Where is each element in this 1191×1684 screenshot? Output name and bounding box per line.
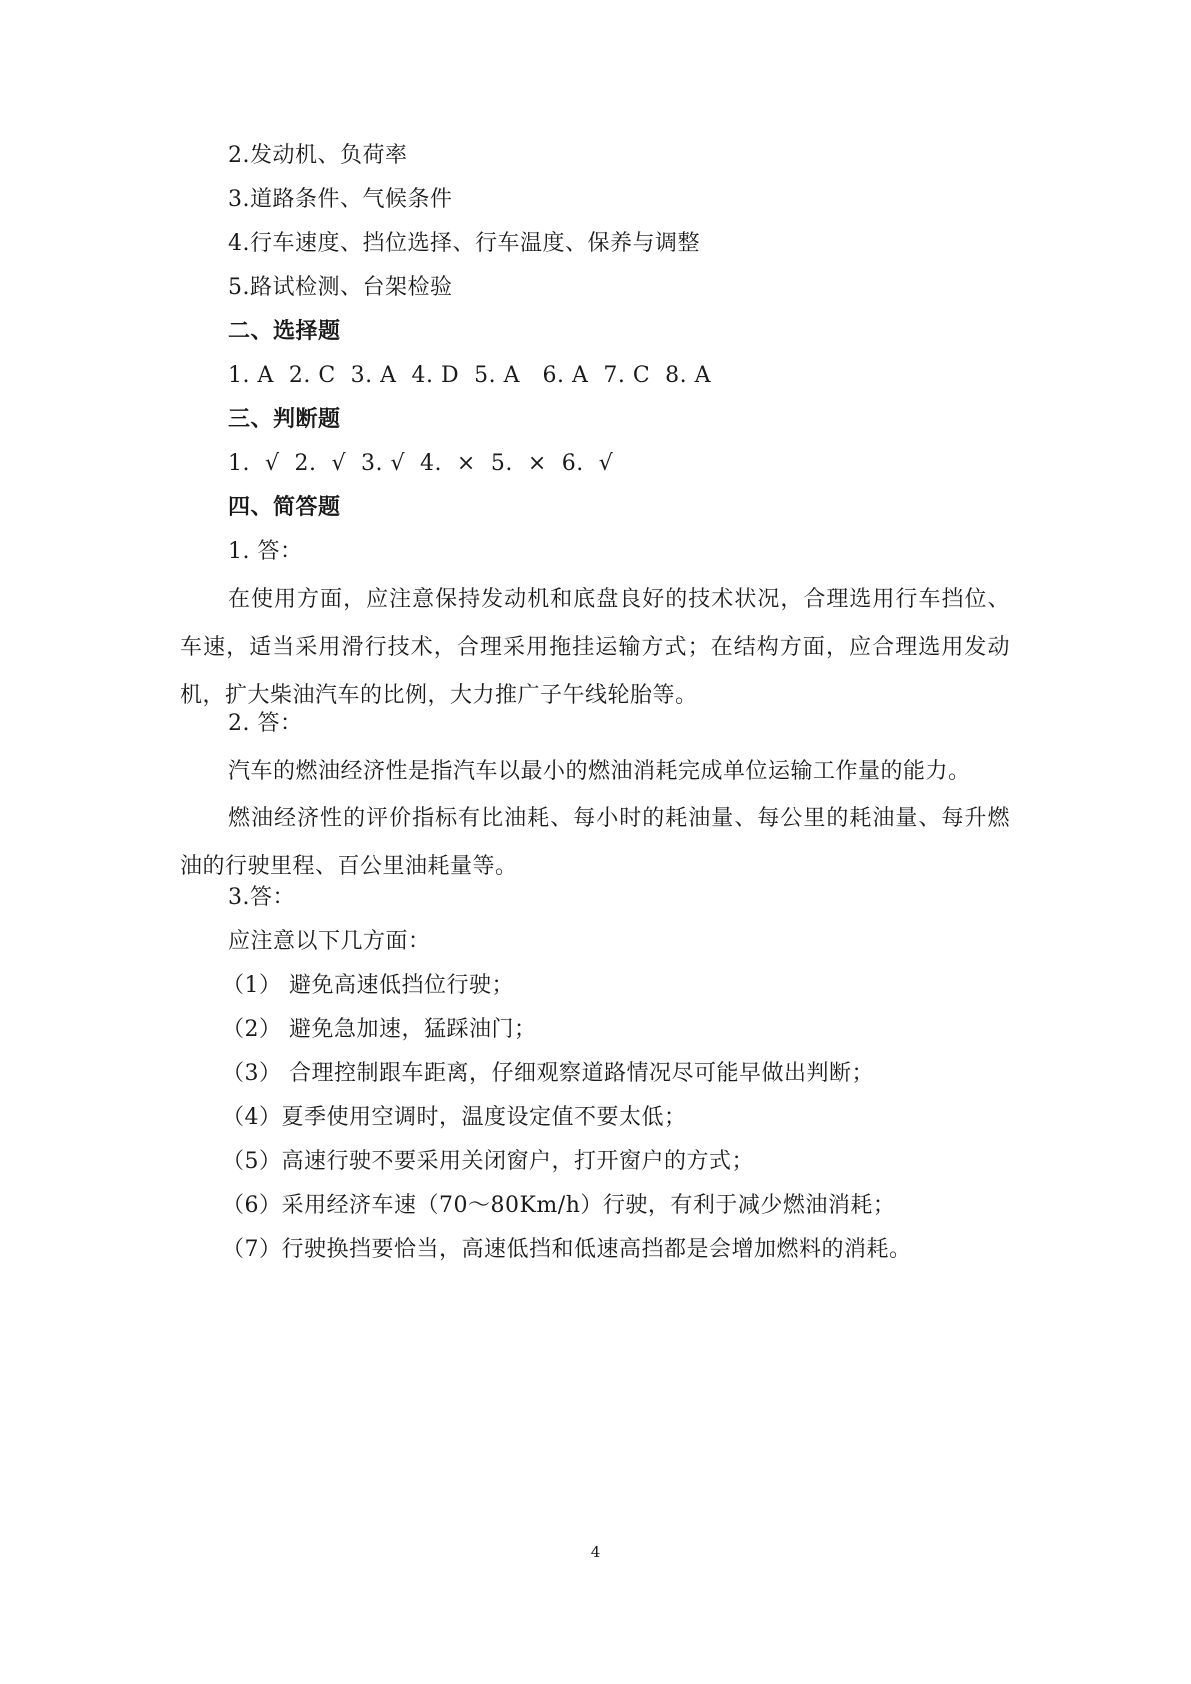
judge-heading: 三、判断题 — [228, 407, 341, 432]
fill-answer-3: 3.道路条件、气候条件 — [228, 187, 453, 212]
q3-intro: 应注意以下几方面： — [228, 929, 431, 954]
q1-label: 1. 答： — [228, 539, 303, 564]
fill-answer-4: 4.行车速度、挡位选择、行车温度、保养与调整 — [228, 231, 700, 256]
q3-item-4: （4）夏季使用空调时，温度设定值不要太低； — [222, 1105, 687, 1130]
q3-item-2: （2） 避免急加速，猛踩油门； — [222, 1017, 537, 1042]
short-answer-heading: 四、简答题 — [228, 495, 341, 520]
fill-answer-2: 2.发动机、负荷率 — [228, 143, 408, 168]
q3-item-3: （3） 合理控制跟车距离，仔细观察道路情况尽可能早做出判断； — [222, 1061, 874, 1086]
choice-answers: 1. A 2. C 3. A 4. D 5. A 6. A 7. C 8. A — [228, 363, 712, 388]
q2-paragraph-2: 燃油经济性的评价指标有比油耗、每小时的耗油量、每公里的耗油量、每升燃油的行驶里程、百公里油耗量等。 — [180, 806, 1010, 879]
q3-item-5: （5）高速行驶不要采用关闭窗户，打开窗户的方式； — [222, 1149, 754, 1174]
judge-answers: 1. √ 2. √ 3. √ 4. × 5. × 6. √ — [228, 451, 614, 476]
q3-item-6: （6）采用经济车速（70～80Km/h）行驶，有利于减少燃油消耗； — [222, 1193, 896, 1218]
q3-label: 3.答： — [228, 885, 295, 910]
q1-paragraph: 在使用方面，应注意保持发动机和底盘良好的技术状况，合理选用行车挡位、车速，适当采用滑行技术，合理采用拖挂运输方式；在结构方面，应合理选用发动机，扩大柴油汽车的比例，大力推广子午线轮胎等。 — [180, 587, 1010, 708]
choice-heading: 二、选择题 — [228, 319, 341, 344]
q2-label: 2. 答： — [228, 711, 303, 736]
fill-answer-5: 5.路试检测、台架检验 — [228, 275, 453, 300]
q2-paragraph-1: 汽车的燃油经济性是指汽车以最小的燃油消耗完成单位运输工作量的能力。 — [228, 759, 971, 784]
page-number: 4 — [590, 1543, 601, 1561]
q3-item-7: （7）行驶换挡要恰当，高速低挡和低速高挡都是会增加燃料的消耗。 — [222, 1237, 912, 1262]
q3-item-1: （1） 避免高速低挡位行驶； — [222, 973, 514, 998]
